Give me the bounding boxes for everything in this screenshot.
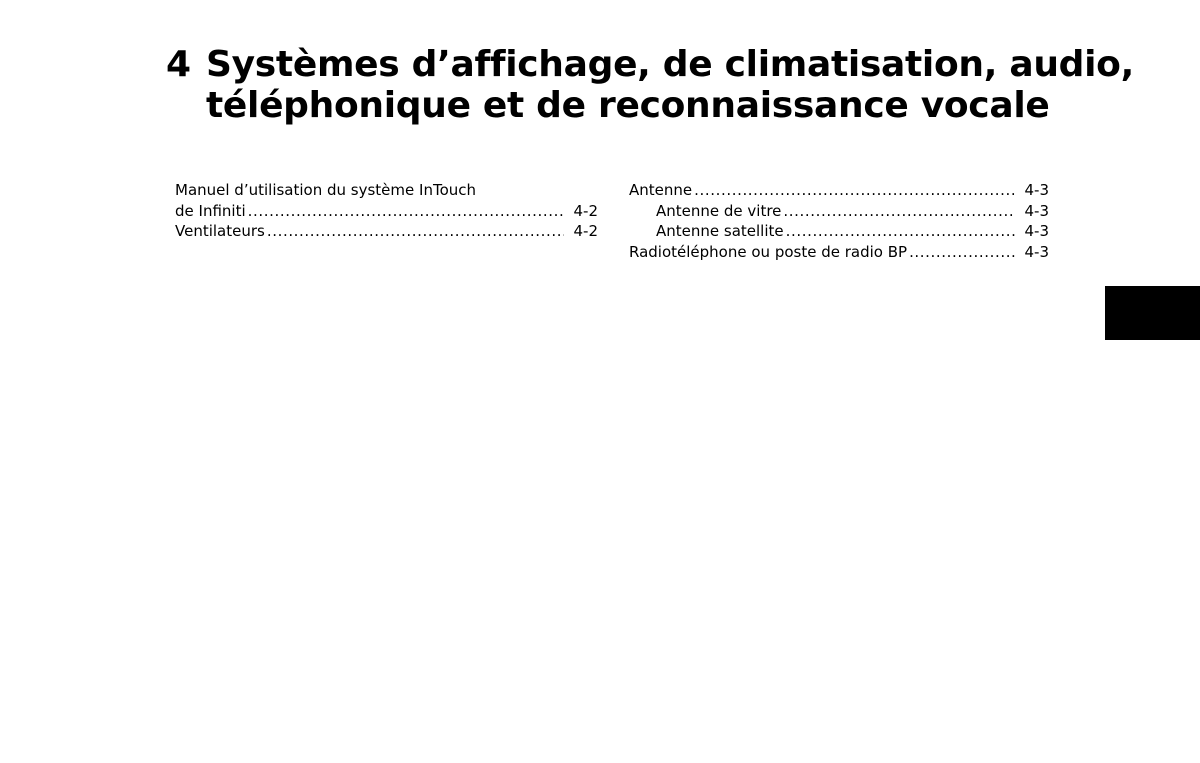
chapter-title-text-2: téléphonique et de reconnaissance vocale: [206, 85, 1050, 126]
toc-entry-antenne-satellite[interactable]: [629, 221, 1049, 242]
toc-right-column: [629, 180, 1049, 262]
dot-leader: [786, 221, 1015, 242]
toc-entry-radiotelephone[interactable]: [629, 242, 1049, 263]
chapter-title-text-1: Systèmes d’affichage, de climatisation, audio,: [206, 44, 1134, 85]
dot-leader: [909, 242, 1014, 263]
toc-entry-antenne[interactable]: [629, 180, 1049, 201]
toc-entry-intouch-line-1[interactable]: Manuel d’utilisation du système InTouch: [175, 181, 477, 199]
toc-entry-page: 4-3: [1024, 181, 1049, 199]
dot-leader: [783, 201, 1014, 222]
toc-entry-intouch[interactable]: [175, 201, 598, 222]
chapter-title: [166, 44, 1134, 126]
dot-leader: [248, 201, 564, 222]
dot-leader: [267, 221, 564, 242]
toc-entry-ventilateurs[interactable]: [175, 221, 598, 242]
chapter-title-line-2: [166, 85, 1134, 126]
toc-entry-page: 4-3: [1024, 201, 1049, 220]
toc-entry-page: 4-2: [573, 201, 598, 220]
toc-entry-label: Ventilateurs: [175, 222, 265, 240]
toc-entry-label: Radiotéléphone ou poste de radio BP: [629, 242, 908, 261]
toc-entry-label: Antenne de vitre: [656, 201, 782, 220]
toc-entry-antenne-de-vitre[interactable]: [629, 201, 1049, 222]
toc-entry-label: Antenne: [629, 181, 693, 199]
toc-entry-page: 4-2: [573, 222, 598, 240]
toc-entry-label: de Infiniti: [175, 201, 246, 220]
toc-entry-label: Antenne satellite: [656, 222, 784, 240]
chapter-title-line-1: [166, 44, 1134, 85]
chapter-tab-marker: [1105, 286, 1200, 340]
toc-left-column: [175, 180, 598, 242]
toc-entry-page: 4-3: [1024, 242, 1049, 261]
chapter-number: 4: [166, 44, 191, 85]
toc-entry-page: 4-3: [1024, 222, 1049, 240]
dot-leader: [694, 180, 1014, 201]
